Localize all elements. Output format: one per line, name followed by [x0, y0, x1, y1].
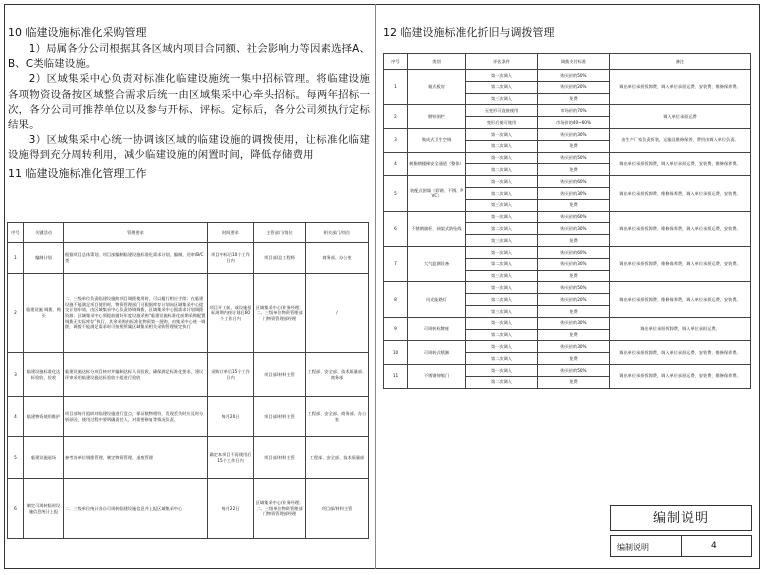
cell: 免费 [538, 353, 610, 365]
cell: 第一次调入 [466, 211, 538, 223]
section12-title: 12 临建设施标准化折旧与调拨管理 [383, 26, 555, 39]
col-header: 序号 [8, 223, 24, 243]
table-row [384, 176, 751, 188]
cell: 变形后使可使用 [466, 117, 538, 129]
cell: 参考各单位调拨管理、制定物资管理、退废管理 [64, 437, 208, 479]
table-row [384, 128, 751, 140]
cell: 由生产厂家负责拆装，运输及维修保养，费用由调入单位负责。 [610, 128, 751, 152]
cell: 8 [384, 282, 408, 317]
cell: 项目开工前，或设施招标周期内按计划后60个工作日内 [208, 274, 254, 353]
section10-title: 10 临建设施标准化采购管理 [8, 26, 147, 39]
col-header: 主管部门/岗位 [254, 223, 306, 243]
cell: 免费 [538, 140, 610, 152]
cell: 5 [384, 176, 408, 211]
cell: 调出单位承担拆卸费，调入单位承担运费、安装费、维修保养费。 [610, 364, 751, 388]
cell: 调入单位承担运费 [610, 105, 751, 129]
cell: 3 [8, 353, 24, 397]
cell: 调出单位承担拆卸费，调入单位承担运费、安装费、维修保养费。 [610, 70, 751, 105]
table-row [8, 479, 369, 539]
cell: 第三次调入 [466, 305, 538, 317]
cell: 大气监测设备 [408, 246, 466, 281]
cell: 确定本项目不再使用后15个工作日内 [208, 437, 254, 479]
cell: 购买价的20% [538, 81, 610, 93]
col-header: 备注 [610, 54, 751, 70]
table-row [384, 364, 751, 376]
cell: 1 [384, 70, 408, 105]
cell: 调出单位承担拆卸费、维修保养费，调入单位承担运费、安装费。 [610, 246, 751, 281]
management-work-table [7, 222, 369, 539]
cell: 免费 [538, 199, 610, 211]
cell: 镀锌围栏 [408, 105, 466, 129]
cell: 无变形可直接使用 [466, 105, 538, 117]
cell: 购买价的50% [538, 70, 610, 82]
table-header-row [384, 54, 751, 70]
cell: 购买价的50% [538, 282, 610, 294]
table-row [8, 243, 369, 274]
cell: 3 [384, 128, 408, 152]
table-row [8, 437, 369, 479]
left-column [8, 24, 370, 181]
cell: 第一次调入 [466, 246, 538, 258]
cell: 第二次调入 [466, 376, 538, 388]
cell: 工程部、安全部、技术质量部、商务部 [306, 353, 369, 397]
cell: 商务部、办公室 [306, 243, 369, 274]
cell: 购买价的30% [538, 128, 610, 140]
cell: 免费 [538, 93, 610, 105]
col-header: 管理要求 [64, 223, 208, 243]
col-header: 序号 [384, 54, 408, 70]
cell: 4 [8, 397, 24, 437]
table-row [384, 105, 751, 117]
cell: 第一次调入 [466, 70, 538, 82]
cell: 调出单位承担拆卸费、维修保养费，调入单位承担运费、安装费。 [610, 211, 751, 246]
section10-paragraph-2: 2）区域集采中心负责对标准化临建设施统一集中招标管理。将临建设施各项物资设备按区域整合需求后统一由区域集采中心牵头招标。每两年招标一次，各分公司可推荐单位以及参与开标、评标。定标后，各分公司须执行定标结果。 [8, 73, 370, 132]
cell: 第三次调入 [466, 235, 538, 247]
cell: 工程部、安全部、商务部、办公室 [306, 397, 369, 437]
table-row [8, 274, 369, 353]
table-header-row [8, 223, 369, 243]
cell: 风光能路灯 [408, 282, 466, 317]
col-header: 关键活动 [24, 223, 64, 243]
cell: 免费 [538, 376, 610, 388]
cell: 免费 [538, 235, 610, 247]
cell: 购买价的50% [538, 152, 610, 164]
cell: 5 [8, 437, 24, 479]
cell: 第三次调入 [466, 270, 538, 282]
title-block-row [610, 535, 752, 557]
col-header: 评估条件 [466, 54, 538, 70]
title-block-main: 编制说明 [610, 505, 752, 531]
column-divider [375, 4, 376, 569]
cell: 第二次调入 [466, 187, 538, 199]
cell: 项目中标后10个工作日内 [208, 243, 254, 274]
cell: 项目部每月组织对临建设施进行盘点，保证数物相符，发现丢失时应及时分析原因，使用过程中要明确责任人，对需要修复等情况负责。 [64, 397, 208, 437]
cell: 采购订单后15个工作日内 [208, 353, 254, 397]
section11-title: 11 临建设施标准化管理工作 [8, 166, 147, 180]
cell: 根据项目总体策划，项目部编制临建设施标准化需求计划，编制，送审/B/C类 [64, 243, 208, 274]
cell: 区域集采中心/业务经理；二、三级单位物资管理部门物资管理部经理 [254, 479, 306, 539]
cell: 6 [8, 479, 24, 539]
cell: 项目部/材料主管 [254, 437, 306, 479]
cell: 每月20日 [208, 397, 254, 437]
table-row [384, 211, 751, 223]
cell: 市场价的70% [538, 105, 610, 117]
title-block-label: 编制说明 [617, 543, 649, 552]
depreciation-transfer-table [383, 53, 751, 389]
cell: 第二次调入 [466, 81, 538, 93]
cell: 调出单位承担拆卸费，调入单位承担运费。 [610, 317, 751, 341]
table-row [384, 317, 751, 329]
cell: 购买价的20% [538, 294, 610, 306]
cell: 第二次调入 [466, 164, 538, 176]
cell: 区域集采中心/业务经理；二、三级单位物资管理部门物资管理部经理 [254, 274, 306, 353]
table-row [384, 70, 751, 82]
cell: 第一次调入 [466, 176, 538, 188]
table-row [8, 353, 369, 397]
cell: 免费 [538, 329, 610, 341]
cell: 第二次调入 [466, 329, 538, 341]
cell: 调出单位承担拆卸费、维修保养费，调入单位承担运费、安装费。 [610, 282, 751, 317]
cell: 购买价的30% [538, 341, 610, 353]
cell: 项目部/材料主管 [254, 353, 306, 397]
cell: 第一次调入 [466, 364, 538, 376]
cell: 第二次调入 [466, 294, 538, 306]
cell: 2 [384, 105, 408, 129]
cell: 第三次调入 [466, 199, 538, 211]
cell: 第三次调入 [466, 93, 538, 105]
col-header: 时间要求 [208, 223, 254, 243]
cell: 市场价的40~60% [538, 117, 610, 129]
cell: 购买价的30% [538, 258, 610, 270]
cell: 二、三级单位负责临建设施跨项目调拨使用时，可以履行相应手续；在临建设施不能满足项目使用时，物资管理部门可根据库存计划向区域集采中心提交计划申请，由区域集采中心负责协调调拨，区域集采中心据需求计划调拨资源；区域集采中心须提前做好年度设施采购“临建设施标准化前期采购配置调拨无实际库存”执行，其余采购由标准化物资第一批购，由集采中心统一调拨，调拨不能满足需求时可按照所属区域集采相关采购管理规定执行 [64, 274, 208, 353]
col-header: 类别 [408, 54, 466, 70]
col-header: 相关部门/岗位 [306, 223, 369, 243]
cell: 第一次调入 [466, 282, 538, 294]
table-row [384, 152, 751, 164]
cell: 调出单位承担拆卸费、维修保养费，调入单位承担运费、安装费。 [610, 176, 751, 211]
cell: 第一次调入 [466, 317, 538, 329]
cell: 可周转标牌座 [408, 317, 466, 341]
cell: 第二次调入 [466, 140, 538, 152]
cell: 第二次调入 [466, 223, 538, 235]
cell: 免费 [538, 164, 610, 176]
cell: 装配式围墙（彩钢、不锈、PVC） [408, 176, 466, 211]
table-body [384, 70, 751, 389]
table-row [384, 341, 751, 353]
cell: 免费 [538, 305, 610, 317]
table-row [8, 397, 369, 437]
cell: 项目部/材料主管 [254, 397, 306, 437]
table-row [384, 246, 751, 258]
cell: 4 [384, 152, 408, 176]
table-row [384, 282, 751, 294]
cell: 不锈钢伸缩门 [408, 364, 466, 388]
cell: 第二次调入 [466, 353, 538, 365]
cell: 第一次调入 [466, 128, 538, 140]
section10-paragraph-1: 1）局属各分公司根据其各区域内项目合同额、社会影响力等因素选择A、B、C类临建设施。 [8, 43, 370, 71]
cell: 二、三级单位统计各自可周转临建设施信息并上报区域集采中心 [64, 479, 208, 539]
cell: 工程部、安全部、技术质量部 [306, 437, 369, 479]
cell: 免费 [538, 270, 610, 282]
page-number: 4 [711, 541, 717, 551]
cell: 临建设施标准化达标验收、验收 [24, 353, 64, 397]
cell: 制定可周转临时设施信息统计上报 [24, 479, 64, 539]
cell: 树脂钢楼梯安全通道（整体） [408, 152, 466, 176]
cell: 临建设施退场 [24, 437, 64, 479]
cell: 临建物资使用维护 [24, 397, 64, 437]
cell: 6 [384, 211, 408, 246]
cell: 临建设施 调拨、购买 [24, 274, 64, 353]
cell: 编制计划 [24, 243, 64, 274]
cell: 购买价的60% [538, 176, 610, 188]
cell: 1 [8, 243, 24, 274]
cell: / [306, 274, 369, 353]
cell: 调出单位承担拆卸费，调入单位承担运费、安装费、维修保养费。 [610, 341, 751, 365]
cell: 9 [384, 317, 408, 341]
cell: 7 [384, 246, 408, 281]
cell: 可周转式喷淋 [408, 341, 466, 365]
cell: 项目部/材料主管 [306, 479, 369, 539]
cell: 2 [8, 274, 24, 353]
cell: 第一次调入 [466, 152, 538, 164]
cell: 购买价的50% [538, 364, 610, 376]
cell: 第一次调入 [466, 341, 538, 353]
cell: 11 [384, 364, 408, 388]
cell: 购买价的60% [538, 246, 610, 258]
cell: 购买价的30% [538, 187, 610, 199]
cell: 每月22日 [208, 479, 254, 539]
cell: 箱式板房 [408, 70, 466, 105]
cell: 购买价的30% [538, 317, 610, 329]
cell: 购买价的60% [538, 211, 610, 223]
cell: 10 [384, 341, 408, 365]
cell: 集成式卫生空调 [408, 128, 466, 152]
title-block-separator [681, 536, 682, 556]
col-header: 调拨支付标准 [538, 54, 610, 70]
cell: 调出单位承担拆卸费，调入单位承担运费、安装费、维修保养费。 [610, 152, 751, 176]
cell: 临建设施达标分项目核对并编制达标人员验收，确保满足标准化要求，建议评审采用临建设施达标验收小组进行验收 [64, 353, 208, 397]
cell: 第二次调入 [466, 258, 538, 270]
cell: 项目部/总工程师 [254, 243, 306, 274]
cell: 不锈钢旗杆、网架式防坠线 [408, 211, 466, 246]
cell: 购买价的30% [538, 223, 610, 235]
section10-paragraph-3: 3）区域集采中心统一协调该区域的临建设施的调拨使用，让标准化临建设施得到充分周转利用，减少临建设施的闲置时间，降低存储费用 [8, 134, 370, 162]
